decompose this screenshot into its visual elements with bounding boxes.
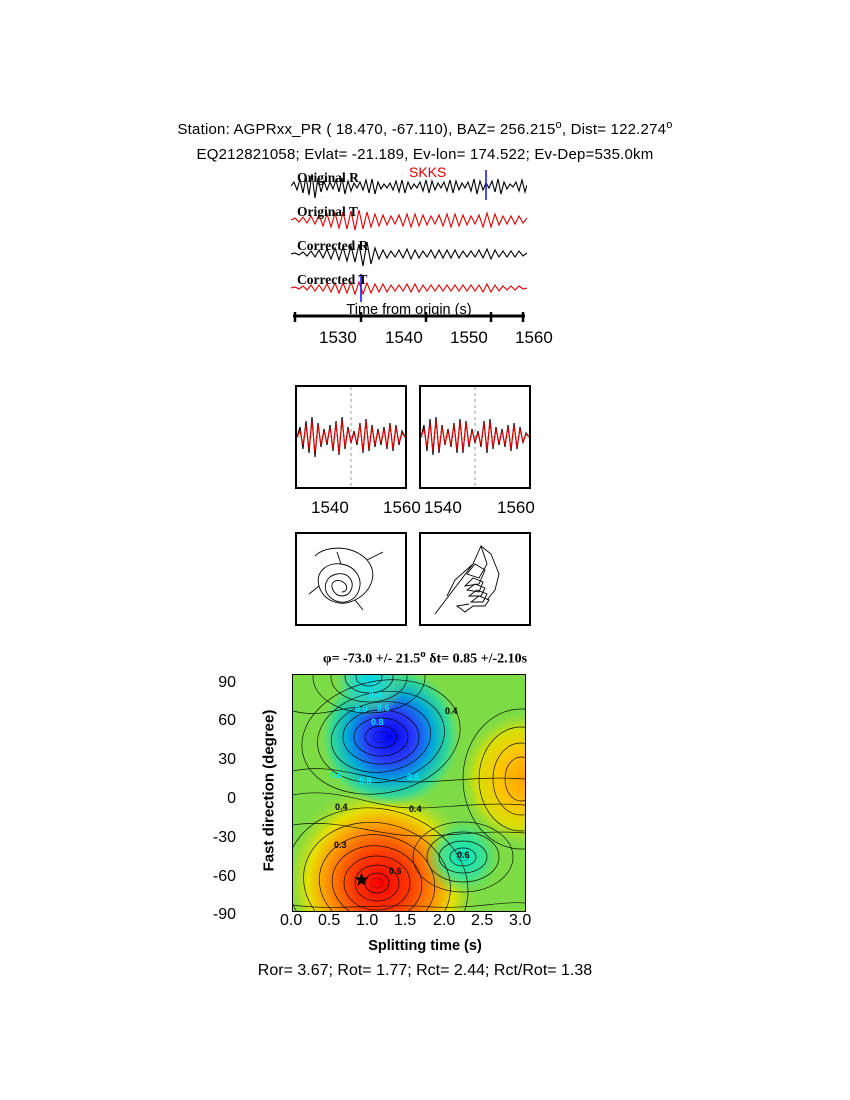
mid-right-tick-1560: 1560 [497, 498, 535, 517]
xtick-4: 2.0 [433, 912, 456, 929]
waveform-label-corrected-t: Corrected T [297, 272, 368, 287]
xtick-0: 0.0 [280, 912, 303, 929]
y-axis-label: Fast direction (degree) [260, 709, 278, 872]
contour-plot-frame [292, 674, 526, 912]
quality-metrics-footer: Ror= 3.67; Rot= 1.77; Rct= 2.44; Rct/Rot= 1.38 [257, 962, 593, 979]
contour-label-4: 0.4 [445, 706, 458, 716]
splitting-result-title [0, 648, 850, 668]
waveform-row-original-t [291, 202, 527, 236]
xtick-5: 2.5 [471, 912, 494, 929]
xtick-6: 3.0 [509, 912, 532, 929]
time-axis-label: Time from origin (s) [346, 302, 472, 318]
ytick-m30: -30 [212, 829, 236, 846]
contour-label-12: 0.6 [389, 866, 402, 876]
waveform-label-corrected-r: Corrected R [297, 238, 369, 253]
degree-sign-3: o [420, 648, 426, 660]
ytick-m90: -90 [212, 906, 236, 923]
tick-1550: 1550 [450, 328, 488, 347]
best-fit-star-marker: ★ [353, 870, 371, 891]
contour-label-1: 0.6 [377, 703, 390, 713]
xtick-1: 0.5 [318, 912, 341, 929]
waveform-stack [291, 164, 527, 318]
mid-left-tick-1560: 1560 [383, 498, 421, 517]
contour-plot-svg [293, 675, 525, 911]
contour-label-2: 0.9 [355, 704, 368, 714]
mid-left-tick-1540: 1540 [311, 498, 349, 517]
contour-label-6: 0.8 [359, 776, 372, 786]
contour-label-11: 0.6 [457, 850, 470, 860]
tick-1530: 1530 [319, 328, 357, 347]
ytick-60: 60 [218, 712, 236, 729]
waveform-row-corrected-t [291, 270, 527, 304]
contour-label-3: 0.8 [371, 717, 384, 727]
contour-label-7: 0.6 [407, 772, 420, 782]
tick-1560: 1560 [515, 328, 553, 347]
xtick-3: 1.5 [394, 912, 417, 929]
skks-phase-label: SKKS [409, 164, 447, 180]
splitting-error-surface [292, 674, 524, 910]
particle-motion-box-corrected [419, 532, 531, 626]
ytick-90: 90 [218, 674, 236, 691]
waveform-row-corrected-r [291, 236, 527, 270]
particle-motion-box-original [295, 532, 407, 626]
event-header-line: EQ212821058; Evlat= -21.189, Ev-lon= 174.522; Ev-Dep=535.0km [196, 146, 654, 163]
ytick-0: 0 [227, 790, 236, 807]
station-header-text: Station: AGPRxx_PR ( 18.470, -67.110), BAZ= 256.215 [177, 121, 556, 138]
waveform-window-box-right [419, 385, 531, 489]
ytick-m60: -60 [212, 868, 236, 885]
ytick-30: 30 [218, 751, 236, 768]
waveform-window-box-left [295, 385, 407, 489]
mid-right-tick-1540: 1540 [424, 498, 462, 517]
station-header-dist: , Dist= 122.274 [561, 121, 667, 138]
contour-label-9: 0.4 [409, 804, 422, 814]
xtick-2: 1.0 [356, 912, 379, 929]
waveform-label-original-r: Original R [297, 170, 359, 185]
contour-label-10: 0.3 [334, 840, 347, 850]
phi-value: φ= -73.0 +/- 21.5 [322, 651, 421, 667]
degree-sign-2: o [666, 119, 673, 131]
waveform-label-original-t: Original T [297, 204, 358, 219]
contour-label-5: 0.6 [330, 770, 343, 780]
degree-sign-1: o [555, 119, 562, 131]
contour-label-8: 0.4 [335, 802, 348, 812]
x-axis-label: Splitting time (s) [368, 938, 482, 954]
dt-value: δt= 0.85 +/-2.10s [425, 651, 528, 667]
contour-label-0: 0.4 [369, 690, 382, 700]
station-header-line [0, 119, 850, 138]
tick-1540: 1540 [385, 328, 423, 347]
